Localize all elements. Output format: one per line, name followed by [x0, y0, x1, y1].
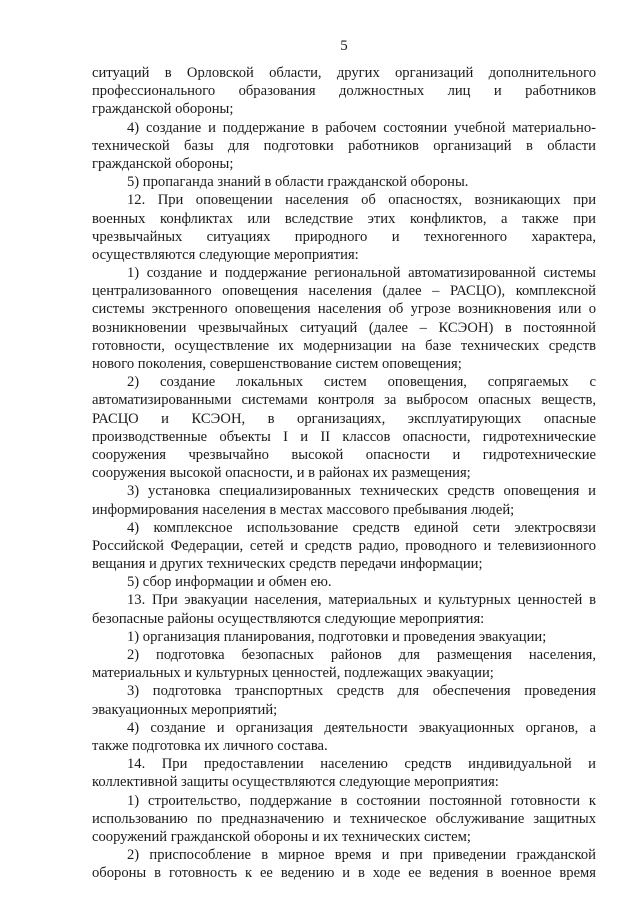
text-line: сооружений гражданской обороны и их технических систем;	[92, 828, 471, 845]
text-line: 1) создание и поддержание региональной автоматизированной системы	[127, 265, 596, 282]
text-line: системы экстренного оповещения населения об угрозе возникновения или о	[92, 301, 596, 318]
text-line: централизованного оповещения населения (далее – РАСЦО), комплексной	[92, 283, 596, 300]
text-line: 5) пропаганда знаний в области гражданской обороны.	[127, 174, 469, 191]
text-line: 13. При эвакуации населения, материальных и культурных ценностей в	[127, 592, 596, 609]
text-line: производственные объекты I и II классов опасности, гидротехнические	[92, 428, 596, 445]
text-line: безопасные районы осуществляются следующие мероприятия:	[92, 610, 485, 627]
text-line: сооружения чрезвычайно высокой опасности и гидротехнические	[92, 446, 596, 463]
text-line: 4) комплексное использование средств единой сети электросвязи	[127, 519, 596, 536]
text-line: 1) строительство, поддержание в состоянии постоянной готовности к	[127, 792, 596, 809]
text-line: вещания и других технических средств передачи информации;	[92, 556, 483, 573]
text-line: гражданской обороны;	[92, 101, 234, 118]
text-line: обороны в готовность к ее ведению и в ходе ее ведения в военное время	[92, 865, 596, 882]
text-line: информирования населения в местах массового пребывания людей;	[92, 501, 515, 518]
text-line: нового поколения, совершенствование систем оповещения;	[92, 356, 462, 372]
text-line: Российской Федерации, сетей и средств радио, проводного и телевизионного	[92, 537, 596, 554]
text-line: профессионального образования должностных лиц и работников	[92, 83, 596, 100]
text-line: 2) подготовка безопасных районов для размещения населения,	[127, 647, 596, 663]
text-line: готовности, осуществление их модернизации на базе технических средств	[92, 337, 596, 354]
text-line: ситуаций в Орловской области, других организаций дополнительного	[92, 65, 596, 81]
text-line: 5) сбор информации и обмен ею.	[127, 574, 332, 591]
text-line: чрезвычайных ситуациях природного и техногенного характера,	[92, 228, 596, 245]
text-line: 14. При предоставлении населению средств индивидуальной и	[127, 756, 596, 773]
text-line: материальных и культурных ценностей, подлежащих эвакуации;	[92, 665, 494, 682]
text-line: сооружения высокой опасности, и в районах их размещения;	[92, 465, 471, 482]
text-line: 12. При оповещении населения об опасностях, возникающих при	[127, 192, 596, 209]
text-line: коллективной защиты осуществляются следующие мероприятия:	[92, 774, 499, 791]
text-line: эвакуационных мероприятий;	[92, 701, 278, 718]
text-line: возникновении чрезвычайных ситуаций (далее – КСЭОН) в постоянной	[92, 319, 596, 336]
text-line: военных конфликтах или вследствие этих конфликтов, а также при	[92, 210, 596, 227]
text-line: автоматизированными системами контроля за выбросом опасных веществ,	[92, 392, 596, 409]
body-text	[92, 64, 596, 882]
text-line: гражданской обороны;	[92, 155, 234, 172]
text-line: 4) создание и организация деятельности эвакуационных органов, а	[127, 719, 596, 736]
text-line: 2) создание локальных систем оповещения, сопрягаемых с	[127, 374, 596, 391]
text-line: 2) приспособление в мирное время и при приведении гражданской	[127, 847, 596, 864]
text-line: 4) создание и поддержание в рабочем состоянии учебной материально-	[127, 119, 596, 136]
text-line: 3) установка специализированных технических средств оповещения и	[127, 483, 596, 500]
text-line: осуществляются следующие мероприятия:	[92, 246, 359, 263]
text-line: использованию по предназначению и техническое обслуживание защитных	[92, 810, 596, 827]
text-line: 1) организация планирования, подготовки и проведения эвакуации;	[127, 628, 547, 645]
page-number: 5	[340, 38, 348, 54]
text-line: также подготовка их личного состава.	[92, 737, 328, 754]
text-line: технической базы для подготовки работников организаций в области	[92, 137, 596, 154]
text-line: 3) подготовка транспортных средств для обеспечения проведения	[127, 683, 596, 700]
text-line: РАСЦО и КСЭОН, в организациях, эксплуатирующих опасные	[92, 410, 596, 427]
